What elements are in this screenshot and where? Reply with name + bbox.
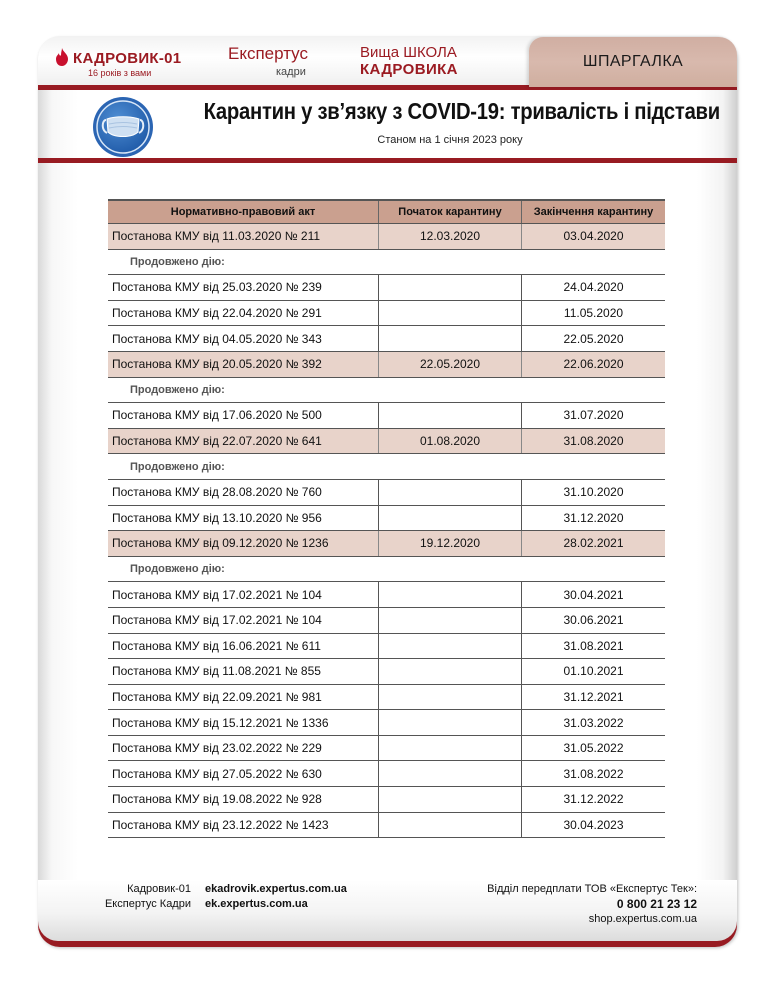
- end-date-cell: 03.04.2020: [521, 224, 665, 249]
- table-body: [108, 224, 665, 838]
- act-cell: Постанова КМУ від 22.09.2021 № 981: [112, 689, 322, 704]
- act-cell: Постанова КМУ від 11.08.2021 № 855: [112, 664, 321, 679]
- logo-school[interactable]: [360, 44, 470, 82]
- act-cell: Постанова КМУ від 17.02.2021 № 104: [112, 613, 322, 628]
- act-cell: Постанова КМУ від 25.03.2020 № 239: [112, 280, 322, 295]
- act-cell: Постанова КМУ від 11.03.2020 № 211: [112, 229, 321, 244]
- act-cell: Постанова КМУ від 23.12.2022 № 1423: [112, 817, 329, 832]
- table-note-row: [108, 378, 665, 404]
- end-date-cell: 31.07.2020: [521, 403, 665, 428]
- start-date-cell: [378, 634, 521, 659]
- start-date-cell: [378, 506, 521, 531]
- subscription-phone[interactable]: 0 800 21 23 12: [616, 897, 697, 911]
- end-date-cell: 30.04.2021: [521, 582, 665, 607]
- table-row: [108, 710, 665, 736]
- start-date-cell: [378, 685, 521, 710]
- page-title: Карантин у зв’язку з COVID-19: тривалість і підстави: [203, 98, 720, 124]
- table-row: [108, 480, 665, 506]
- logo-school-line1: Вища ШКОЛА: [360, 44, 457, 61]
- table-note-row: [108, 454, 665, 480]
- logo-kadrovik[interactable]: [54, 46, 214, 82]
- table-row: [108, 506, 665, 532]
- start-date-cell: [378, 301, 521, 326]
- table-header-row: [108, 199, 665, 224]
- shop-url[interactable]: shop.expertus.com.ua: [588, 913, 697, 925]
- end-date-cell: 22.06.2020: [521, 352, 665, 377]
- column-header-act: Нормативно-правовий акт: [170, 206, 316, 218]
- start-date-cell: [378, 403, 521, 428]
- end-date-cell: 28.02.2021: [521, 531, 665, 556]
- footer-link-label: Експертус Кадри: [104, 898, 191, 910]
- end-date-cell: 31.10.2020: [521, 480, 665, 505]
- act-cell: Постанова КМУ від 17.06.2020 № 500: [112, 408, 322, 423]
- start-date-cell: 19.12.2020: [378, 531, 521, 556]
- end-date-cell: 31.03.2022: [521, 710, 665, 735]
- start-date-cell: [378, 813, 521, 838]
- tab-cheatsheet: [529, 37, 737, 87]
- act-cell: Постанова КМУ від 09.12.2020 № 1236: [112, 536, 329, 551]
- table-row: [108, 224, 665, 250]
- table-row: [108, 582, 665, 608]
- act-cell: Постанова КМУ від 23.02.2022 № 229: [112, 741, 322, 756]
- footer-link-url[interactable]: ekadrovik.expertus.com.ua: [205, 883, 347, 895]
- flame-icon: [54, 48, 70, 66]
- table-row: [108, 608, 665, 634]
- act-cell: Постанова КМУ від 28.08.2020 № 760: [112, 485, 322, 500]
- footer-link-label: Кадровик-01: [127, 883, 191, 895]
- end-date-cell: 24.04.2020: [521, 275, 665, 300]
- table-row: [108, 659, 665, 685]
- end-date-cell: 22.05.2020: [521, 326, 665, 351]
- start-date-cell: [378, 608, 521, 633]
- start-date-cell: [378, 582, 521, 607]
- footer-links: [100, 882, 400, 912]
- act-cell: Постанова КМУ від 16.06.2021 № 611: [112, 638, 321, 653]
- start-date-cell: 01.08.2020: [378, 429, 521, 454]
- end-date-cell: 31.08.2020: [521, 429, 665, 454]
- table-row: [108, 531, 665, 557]
- act-cell: Постанова КМУ від 22.04.2020 № 291: [112, 306, 322, 321]
- start-date-cell: [378, 326, 521, 351]
- start-date-cell: [378, 659, 521, 684]
- end-date-cell: 31.08.2021: [521, 634, 665, 659]
- start-date-cell: 22.05.2020: [378, 352, 521, 377]
- act-cell: Постанова КМУ від 19.08.2022 № 928: [112, 792, 322, 807]
- start-date-cell: [378, 787, 521, 812]
- column-header-end: Закінчення карантину: [521, 201, 665, 223]
- table-row: [108, 787, 665, 813]
- extended-note: Продовжено дію:: [130, 383, 225, 396]
- logo-expertus-name: Експертус: [228, 44, 308, 63]
- subscription-dept-label: Відділ передплати ТОВ «Експертус Тек»:: [487, 883, 697, 895]
- page-subtitle: Станом на 1 січня 2023 року: [377, 134, 523, 146]
- start-date-cell: [378, 761, 521, 786]
- end-date-cell: 31.12.2020: [521, 506, 665, 531]
- table-row: [108, 301, 665, 327]
- footer-contacts: [440, 882, 697, 927]
- act-cell: Постанова КМУ від 13.10.2020 № 956: [112, 510, 322, 525]
- end-date-cell: 31.05.2022: [521, 736, 665, 761]
- table-row: [108, 403, 665, 429]
- table-note-row: [108, 250, 665, 276]
- end-date-cell: 11.05.2020: [521, 301, 665, 326]
- logo-expertus[interactable]: [228, 44, 328, 82]
- act-cell: Постанова КМУ від 17.02.2021 № 104: [112, 587, 322, 602]
- logo-kadrovik-tagline: 16 років з вами: [88, 68, 152, 78]
- table-row: [108, 352, 665, 378]
- start-date-cell: [378, 736, 521, 761]
- column-header-start: Початок карантину: [378, 201, 521, 223]
- act-cell: Постанова КМУ від 27.05.2022 № 630: [112, 766, 322, 781]
- footer-link-row: [100, 882, 400, 897]
- act-cell: Постанова КМУ від 15.12.2021 № 1336: [112, 715, 329, 730]
- start-date-cell: [378, 480, 521, 505]
- table-row: [108, 736, 665, 762]
- act-cell: Постанова КМУ від 04.05.2020 № 343: [112, 331, 322, 346]
- extended-note: Продовжено дію:: [130, 563, 225, 576]
- extended-note: Продовжено дію:: [130, 255, 225, 268]
- table-row: [108, 275, 665, 301]
- table-row: [108, 761, 665, 787]
- start-date-cell: 12.03.2020: [378, 224, 521, 249]
- face-mask-icon: [90, 96, 156, 158]
- end-date-cell: 31.08.2022: [521, 761, 665, 786]
- table-row: [108, 685, 665, 711]
- end-date-cell: 31.12.2021: [521, 685, 665, 710]
- table-note-row: [108, 557, 665, 583]
- end-date-cell: 31.12.2022: [521, 787, 665, 812]
- extended-note: Продовжено дію:: [130, 460, 225, 473]
- logo-school-line2: КАДРОВИКА: [360, 61, 458, 78]
- end-date-cell: 01.10.2021: [521, 659, 665, 684]
- footer-link-url[interactable]: ek.expertus.com.ua: [205, 898, 308, 910]
- table-row: [108, 326, 665, 352]
- act-cell: Постанова КМУ від 22.07.2020 № 641: [112, 434, 322, 449]
- act-cell: Постанова КМУ від 20.05.2020 № 392: [112, 357, 322, 372]
- footer-link-row: [100, 897, 400, 912]
- start-date-cell: [378, 275, 521, 300]
- logo-kadrovik-name: КАДРОВИК-01: [73, 50, 182, 67]
- table-row: [108, 634, 665, 660]
- table-row: [108, 429, 665, 455]
- title-divider: [38, 158, 737, 163]
- logo-expertus-sub: кадри: [276, 66, 306, 78]
- table-row: [108, 813, 665, 839]
- end-date-cell: 30.06.2021: [521, 608, 665, 633]
- tab-cheatsheet-label: ШПАРГАЛКА: [582, 53, 684, 70]
- end-date-cell: 30.04.2023: [521, 813, 665, 838]
- quarantine-table: [108, 199, 665, 838]
- start-date-cell: [378, 710, 521, 735]
